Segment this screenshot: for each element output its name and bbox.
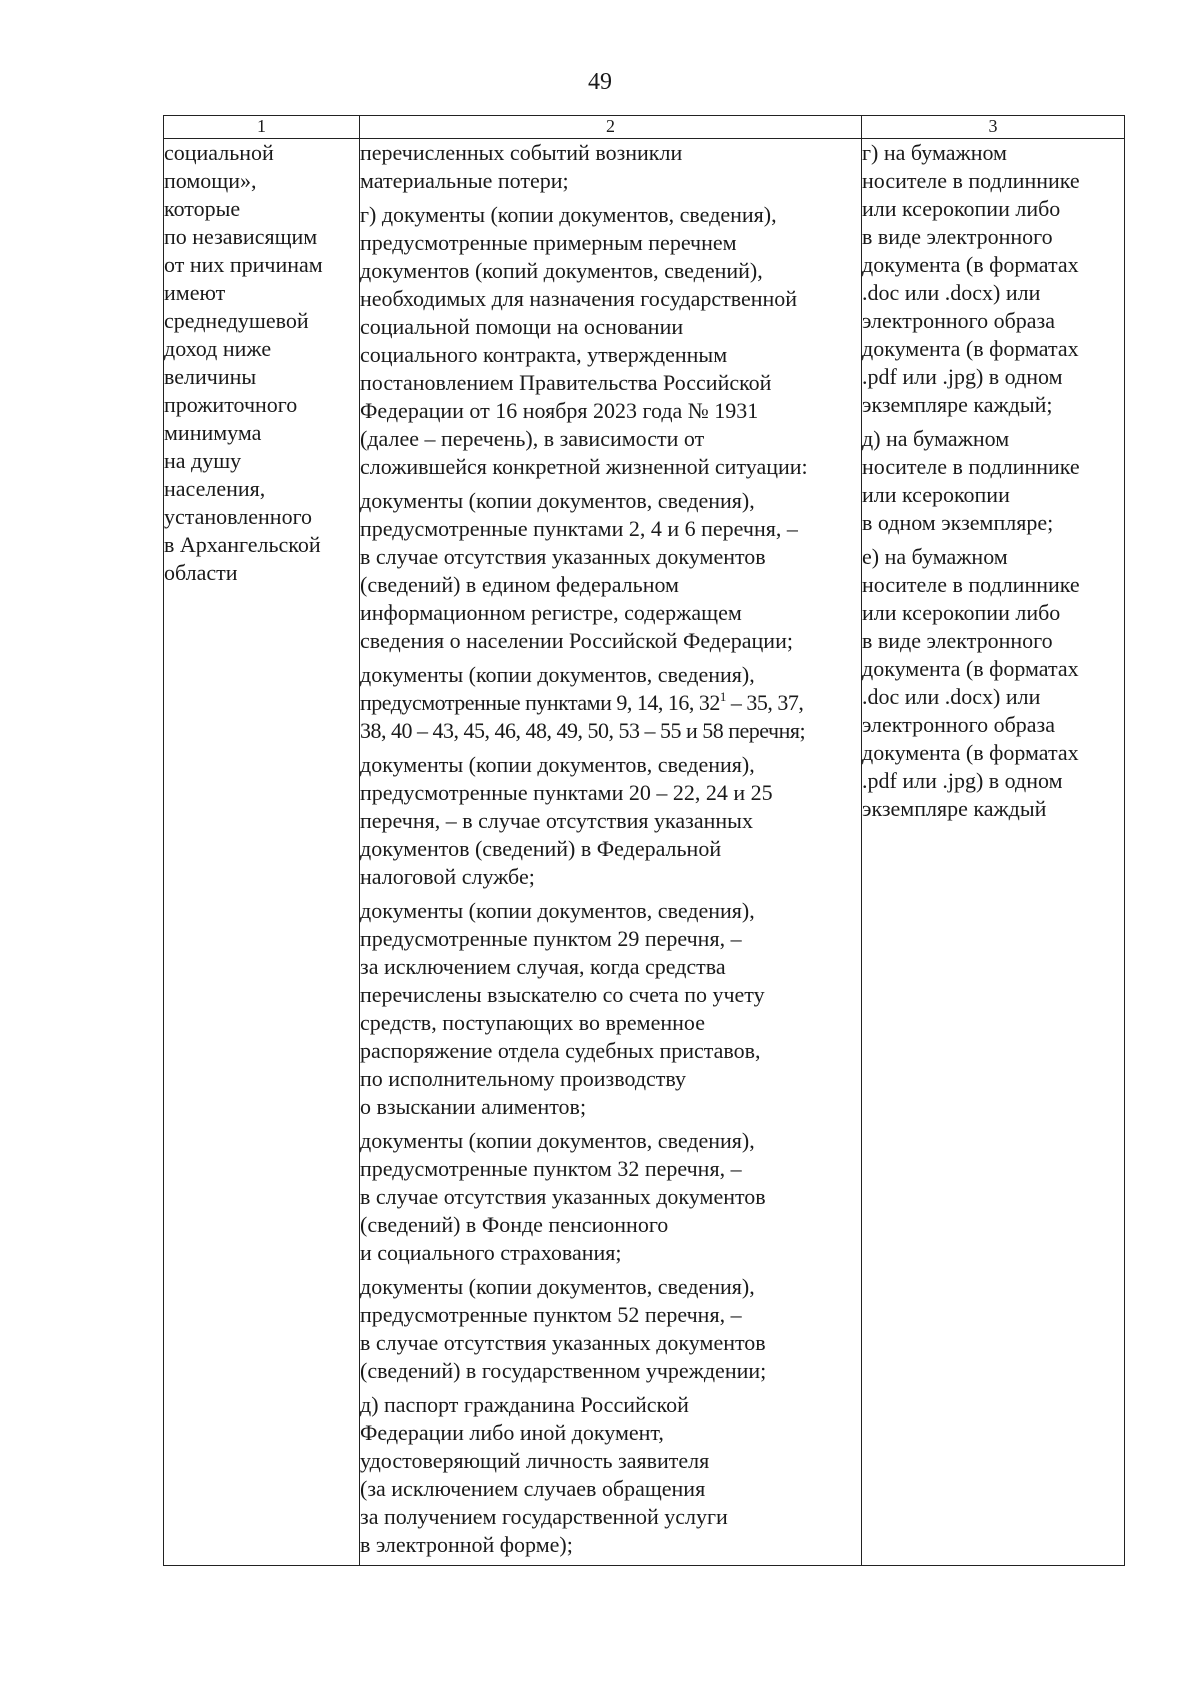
text-line: минимума xyxy=(164,420,262,445)
table-row xyxy=(164,139,1125,1566)
text-line: экземпляре каждый; xyxy=(862,392,1053,417)
submission-form-paragraph xyxy=(862,425,1124,537)
text-line: в одном экземпляре; xyxy=(862,510,1054,535)
text-line: информационном регистре, содержащем xyxy=(360,600,742,625)
text-line: носителе в подлиннике xyxy=(862,572,1080,597)
text-line: в случае отсутствия указанных документов xyxy=(360,1330,766,1355)
text-line: документов (сведений) в Федеральной xyxy=(360,836,722,861)
text-line: документы (копии документов, сведения), xyxy=(360,1274,755,1299)
column-number-1: 1 xyxy=(164,116,360,139)
documents-list-cell xyxy=(360,139,862,1566)
text-line: д) паспорт гражданина Российской xyxy=(360,1392,689,1417)
column-number-2: 2 xyxy=(360,116,862,139)
text-line: документа (в форматах xyxy=(862,336,1079,361)
superscript-marker: 1 xyxy=(719,689,726,704)
text-line: документы (копии документов, сведения), xyxy=(360,752,755,777)
text-line: в электронной форме); xyxy=(360,1532,573,1557)
documents-paragraph xyxy=(360,139,861,195)
text-line: электронного образа xyxy=(862,712,1056,737)
text-line: и социального страхования; xyxy=(360,1240,622,1265)
text-line: удостоверяющий личность заявителя xyxy=(360,1448,710,1473)
text-line: г) на бумажном xyxy=(862,140,1007,165)
text-line: по исполнительному производству xyxy=(360,1066,687,1091)
text-line: средств, поступающих во временное xyxy=(360,1010,705,1035)
text-line: населения, xyxy=(164,476,266,501)
text-line xyxy=(360,689,861,717)
text-line: Федерации либо иной документ, xyxy=(360,1420,664,1445)
text-line: носителе в подлиннике xyxy=(862,168,1080,193)
text-line: от них причинам xyxy=(164,252,323,277)
text-line: предусмотренные пунктом 29 перечня, – xyxy=(360,926,742,951)
text-line: Федерации от 16 ноября 2023 года № 1931 xyxy=(360,398,759,423)
text-line: предусмотренные пунктом 32 перечня, – xyxy=(360,1156,742,1181)
text-line: или ксерокопии либо xyxy=(862,600,1061,625)
text-line: документа (в форматах xyxy=(862,740,1079,765)
text-line: .pdf или .jpg) в одном xyxy=(862,364,1063,389)
documents-paragraph xyxy=(360,751,861,891)
text-line: предусмотренные пунктами 20 – 22, 24 и 25 xyxy=(360,780,773,805)
text-line: среднедушевой xyxy=(164,308,309,333)
text-line: установленного xyxy=(164,504,313,529)
text-line: в виде электронного xyxy=(862,628,1053,653)
text-line: документа (в форматах xyxy=(862,656,1079,681)
documents-paragraph xyxy=(360,1127,861,1267)
page-number: 49 xyxy=(588,69,612,95)
text-line: перечня, – в случае отсутствия указанных xyxy=(360,808,753,833)
text-line: налоговой службе; xyxy=(360,864,535,889)
documents-paragraph xyxy=(360,1391,861,1559)
text-line: распоряжение отдела судебных приставов, xyxy=(360,1038,761,1063)
text-line: д) на бумажном xyxy=(862,426,1010,451)
text-line: (за исключением случаев обращения xyxy=(360,1476,706,1501)
documents-paragraph xyxy=(360,487,861,655)
text-line: необходимых для назначения государственной xyxy=(360,286,798,311)
text-line: электронного образа xyxy=(862,308,1056,333)
text-line: социальной xyxy=(164,140,274,165)
text-line: которые xyxy=(164,196,241,221)
documents-paragraph xyxy=(360,1273,861,1385)
text-line: в случае отсутствия указанных документов xyxy=(360,544,766,569)
text-line: документы (копии документов, сведения), xyxy=(360,662,755,687)
items-prefix: предусмотренные пунктами 9, 14, 16, 32 xyxy=(360,690,720,715)
text-line: .pdf или .jpg) в одном xyxy=(862,768,1063,793)
text-line: экземпляре каждый xyxy=(862,796,1047,821)
document-table xyxy=(163,115,1125,1566)
text-line: области xyxy=(164,560,238,585)
text-line: в виде электронного xyxy=(862,224,1053,249)
text-line: величины xyxy=(164,364,257,389)
text-line: помощи», xyxy=(164,168,257,193)
text-line: предусмотренные пунктами 2, 4 и 6 перечня, – xyxy=(360,516,798,541)
text-line: носителе в подлиннике xyxy=(862,454,1080,479)
text-line: прожиточного xyxy=(164,392,298,417)
text-line: (сведений) в государственном учреждении; xyxy=(360,1358,767,1383)
submission-form-cell xyxy=(862,139,1125,1566)
text-line: документы (копии документов, сведения), xyxy=(360,898,755,923)
text-line: сведения о населении Российской Федерации; xyxy=(360,628,793,653)
text-line: о взыскании алиментов; xyxy=(360,1094,587,1119)
text-line: на душу xyxy=(164,448,242,473)
text-line: (сведений) в Фонде пенсионного xyxy=(360,1212,669,1237)
text-line: социальной помощи на основании xyxy=(360,314,684,339)
text-line: за исключением случая, когда средства xyxy=(360,954,726,979)
text-line: документов (копий документов, сведений), xyxy=(360,258,763,283)
text-line: по независящим xyxy=(164,224,318,249)
items-suffix: – 35, 37, xyxy=(725,690,804,715)
text-line: документы (копии документов, сведения), xyxy=(360,1128,755,1153)
text-line: е) на бумажном xyxy=(862,544,1008,569)
documents-paragraph xyxy=(360,661,861,745)
text-line: имеют xyxy=(164,280,226,305)
text-line: сложившейся конкретной жизненной ситуации: xyxy=(360,454,808,479)
documents-paragraph xyxy=(360,897,861,1121)
submission-form-paragraph xyxy=(862,543,1124,823)
documents-paragraph xyxy=(360,201,861,481)
text-line: доход ниже xyxy=(164,336,272,361)
table-header-row xyxy=(164,116,1125,139)
text-line: документа (в форматах xyxy=(862,252,1079,277)
text-line: .doc или .docx) или xyxy=(862,684,1041,709)
column-number-3: 3 xyxy=(862,116,1125,139)
text-line: документы (копии документов, сведения), xyxy=(360,488,755,513)
text-line: в Архангельской xyxy=(164,532,321,557)
text-line: предусмотренные примерным перечнем xyxy=(360,230,737,255)
text-line: предусмотренные пунктом 52 перечня, – xyxy=(360,1302,742,1327)
text-line: или ксерокопии xyxy=(862,482,1010,507)
text-line: в случае отсутствия указанных документов xyxy=(360,1184,766,1209)
text-line: (сведений) в едином федеральном xyxy=(360,572,679,597)
text-line: перечислены взыскателю со счета по учету xyxy=(360,982,765,1007)
text-line: за получением государственной услуги xyxy=(360,1504,728,1529)
submission-form-paragraph xyxy=(862,139,1124,419)
text-line: .doc или .docx) или xyxy=(862,280,1041,305)
text-line: материальные потери; xyxy=(360,168,569,193)
text-line: постановлением Правительства Российской xyxy=(360,370,772,395)
text-line: 38, 40 – 43, 45, 46, 48, 49, 50, 53 – 55 и 58 перечня; xyxy=(360,718,806,743)
recipient-category-cell xyxy=(164,139,360,1566)
text-line: (далее – перечень), в зависимости от xyxy=(360,426,705,451)
text-line: перечисленных событий возникли xyxy=(360,140,683,165)
text-line: социального контракта, утвержденным xyxy=(360,342,728,367)
text-line: г) документы (копии документов, сведения), xyxy=(360,202,777,227)
text-line: или ксерокопии либо xyxy=(862,196,1061,221)
